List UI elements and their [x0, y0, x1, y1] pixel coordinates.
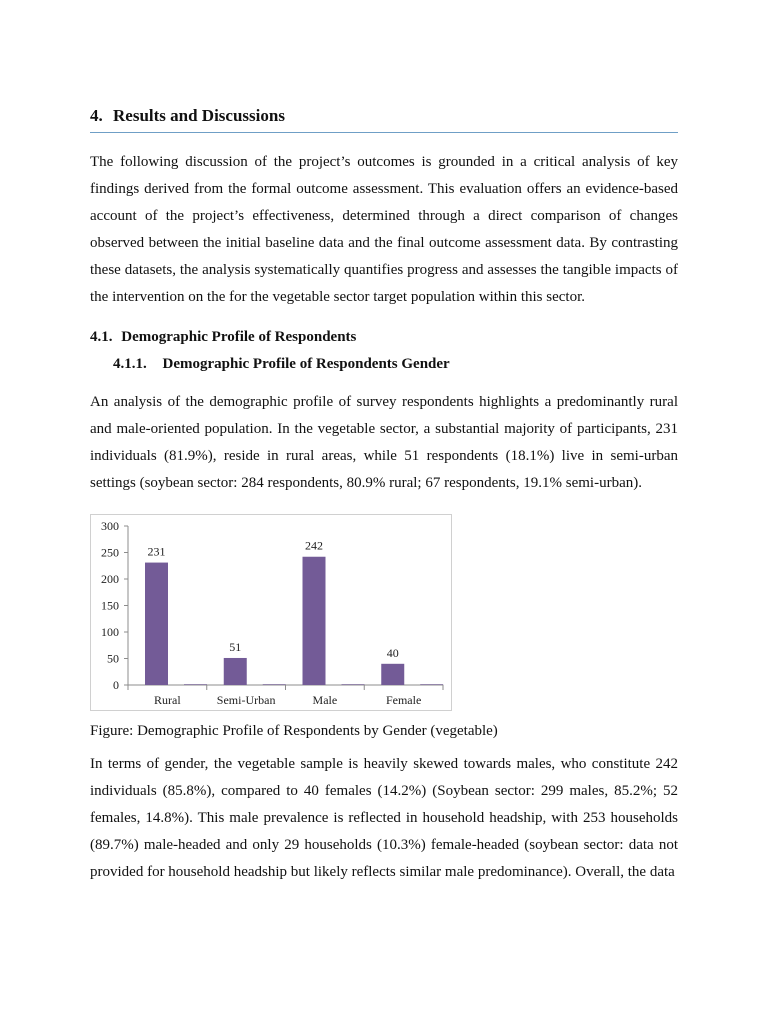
data-label: 231 [147, 544, 166, 559]
y-tick-label: 0 [113, 678, 119, 692]
data-label: 40 [386, 645, 399, 660]
subsection-number: 4.1. [90, 329, 113, 345]
bar-series-2 [184, 684, 207, 685]
bar [224, 658, 247, 685]
section-number: 4. [90, 106, 103, 125]
category-label: Semi-Urban [216, 693, 276, 707]
bar [145, 563, 168, 685]
figure-caption: Figure: Demographic Profile of Respondents by Gender (vegetable) [90, 723, 498, 739]
y-tick-label: 100 [101, 625, 119, 639]
y-tick-label: 50 [107, 651, 119, 666]
subsubsection-number: 4.1.1. [113, 356, 147, 372]
bar-chart-svg [91, 515, 453, 712]
y-tick-label: 300 [101, 519, 119, 533]
subsection-heading [90, 327, 356, 347]
category-label: Male [312, 693, 338, 707]
heading-rule [90, 132, 678, 133]
section-heading [90, 106, 678, 126]
bar [303, 557, 326, 685]
category-label: Rural [154, 693, 181, 707]
y-tick-label: 200 [101, 572, 119, 586]
gender-paragraph: In terms of gender, the vegetable sample is heavily skewed towards males, who constitute 242 individuals (85.8%), compared to 40 females (14.2%) (Soybean sector: 299 males, 85.2%; 52 females, 14.8%). This male prevalence is reflected in household headship, with 253 households (89.7%) male-headed and only 29 households (10.3%) female-headed (soybean sector: data not provided for household headship but likely reflects similar male predominance). Overall, the data [90, 756, 678, 880]
demographics-paragraph: An analysis of the demographic profile of survey respondents highlights a predominantly rural and male-oriented population. In the vegetable sector, a substantial majority of participants, 231 individuals (81.9%), reside in rural areas, while 51 respondents (18.1%) live in semi-urban settings (soybean sector: 284 respondents, 80.9% rural; 67 respondents, 19.1% semi-urban). [90, 394, 678, 491]
bar-series-2 [263, 684, 286, 685]
category-label: Female [385, 693, 422, 707]
y-tick-label: 150 [101, 598, 119, 613]
subsubsection-heading [113, 354, 450, 374]
bar [381, 664, 404, 685]
bar-series-2 [420, 684, 443, 685]
subsection-title: Demographic Profile of Respondents [121, 329, 357, 345]
bar-chart [90, 514, 452, 711]
intro-paragraph: The following discussion of the project’s outcomes is grounded in a critical analysis of key findings derived from the formal outcome assessment. This evaluation offers an evidence-based account of the project’s effectiveness, determined through a direct comparison of changes observed between the initial baseline data and the final outcome assessment data. By contrasting these datasets, the analysis systematically quantifies progress and assesses the tangible impacts of the intervention on the for the vegetable sector target population within this sector. [90, 154, 678, 305]
data-label: 242 [305, 538, 323, 553]
y-tick-label: 250 [101, 545, 119, 560]
subsubsection-title: Demographic Profile of Respondents Gender [162, 356, 450, 372]
section-title: Results and Discussions [113, 106, 285, 125]
data-label: 51 [229, 639, 242, 654]
bar-series-2 [342, 684, 365, 685]
